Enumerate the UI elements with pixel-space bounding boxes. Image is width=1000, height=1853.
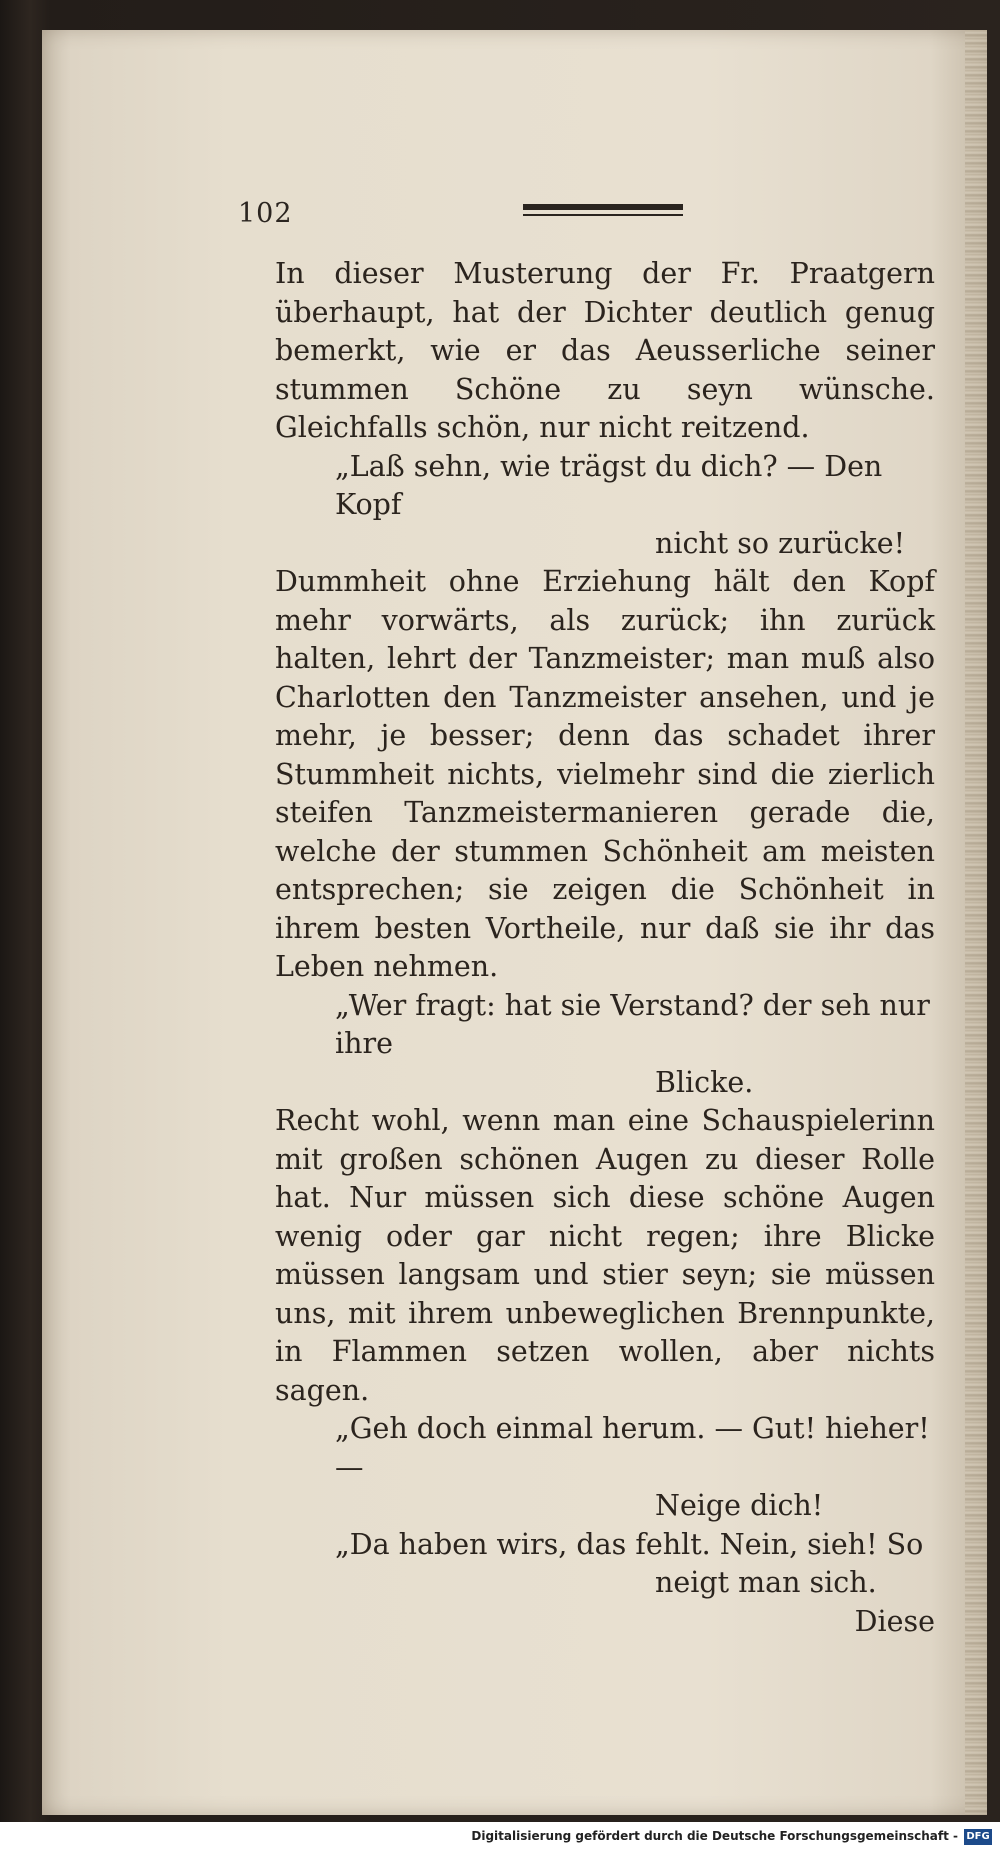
- verse-1-line-1: „Laß sehn, wie trägst du dich? — Den Kopf: [335, 449, 883, 521]
- verse-quote-3: [275, 1410, 935, 1526]
- verse-3-line-1: „Geh doch einmal herum. — Gut! hieher! —: [335, 1412, 930, 1484]
- dfg-logo: DFG: [964, 1829, 992, 1845]
- verse-quote-2: [275, 987, 935, 1103]
- header-rule-thick: [523, 204, 683, 210]
- verse-2-line-1: „Wer fragt: hat sie Verstand? der seh nur ihre: [335, 988, 930, 1060]
- paragraph-1: In dieser Musterung der Fr. Praatgern überhaupt, hat der Dichter deutlich genug bemerkt, wie er das Aeusserliche seiner stummen Schöne zu seyn wünsche. Gleichfalls schön, nur nicht reitzend.: [275, 257, 935, 444]
- verse-4-line-2: neigt man sich.: [655, 1566, 877, 1599]
- header-rule-thin: [523, 214, 683, 216]
- digitization-footer: [0, 1822, 1000, 1853]
- page-number: 102: [238, 198, 293, 229]
- page-body: [275, 255, 935, 1641]
- verse-4-line-1: „Da haben wirs, das fehlt. Nein, sieh! So: [335, 1527, 924, 1561]
- page-header: [238, 198, 938, 238]
- verse-1-line-2: nicht so zurücke!: [655, 526, 906, 560]
- page-edge: [965, 30, 987, 1815]
- paragraph-2: Dummheit ohne Erziehung hält den Kopf mehr vorwärts, als zurück; ihn zurück halten, lehrt der Tanzmeister; man muß also Charlotten den Tanzmeister ansehen, und je mehr, je besser; denn das schadet ihrer Stummheit nichts, vielmehr sind die zierlich steifen Tanzmeistermanieren gerade die, welche der stummen Schönheit am meisten entsprechen; sie zeigen die Schönheit in ihrem besten Vortheile, nur daß sie ihr das Leben nehmen.: [275, 565, 935, 983]
- paragraph-3: Recht wohl, wenn man eine Schauspielerinn mit großen schönen Augen zu dieser Rolle hat. Nur müssen sich diese schöne Augen wenig oder gar nicht regen; ihre Blicke müssen langsam und stier seyn; sie müssen uns, mit ihrem unbeweglichen Brennpunkte, in Flammen setzen wollen, aber nichts sagen.: [275, 1104, 935, 1407]
- verse-quote-1: [275, 448, 935, 564]
- verse-3-line-2: Neige dich!: [655, 1489, 824, 1522]
- verse-quote-4: [275, 1526, 935, 1603]
- dfg-credit: Digitalisierung gefördert durch die Deutsche Forschungsgemeinschaft -: [471, 1829, 958, 1843]
- verse-2-line-2: Blicke.: [655, 1065, 754, 1099]
- catchword: Diese: [854, 1604, 935, 1638]
- header-rule: [523, 204, 683, 218]
